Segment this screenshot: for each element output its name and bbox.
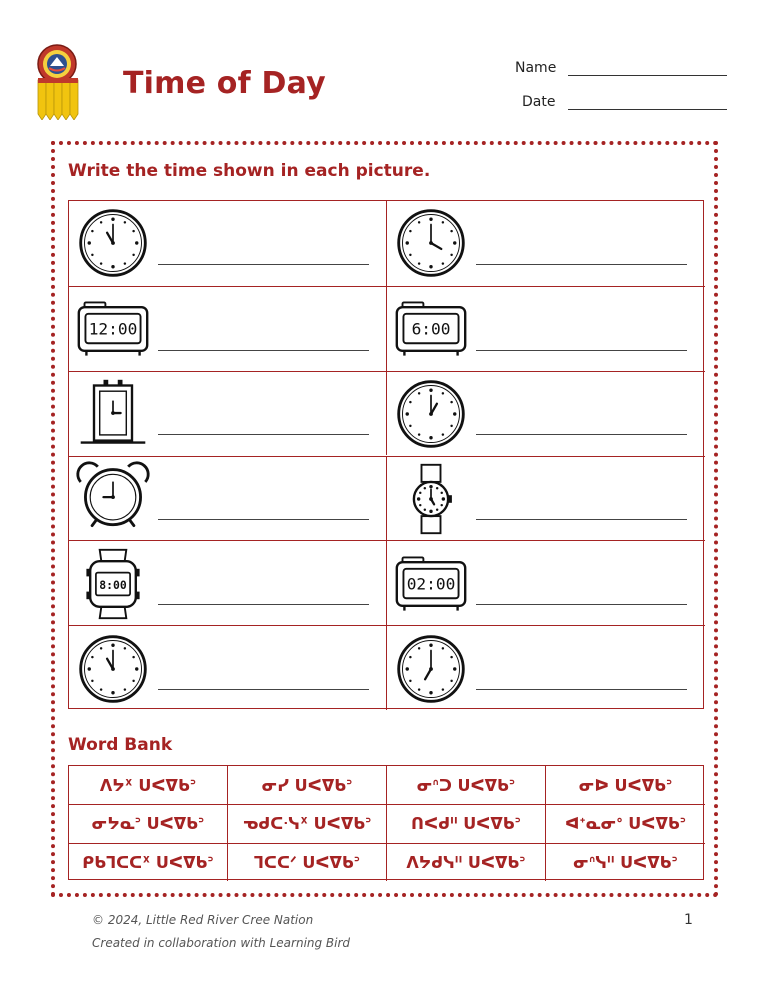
name-field-line[interactable] xyxy=(568,75,727,76)
answer-line[interactable] xyxy=(158,519,369,520)
picture-cell xyxy=(69,371,387,456)
answer-line[interactable] xyxy=(158,350,369,351)
word-bank-item: ᓂᔭᓇᐣ ᑌᐸᐁᑲᐣ xyxy=(69,804,228,842)
word-bank-item: ᑭᑲᒣᑕᑕᕽ ᑌᐸᐁᑲᐣ xyxy=(69,843,228,881)
picture-cell xyxy=(387,625,705,710)
picture-cell xyxy=(387,201,705,286)
word-bank-item: ᑎᐸᑯᐦ ᑌᐸᐁᑲᐣ xyxy=(387,804,546,842)
picture-cell xyxy=(69,625,387,710)
answer-line[interactable] xyxy=(476,264,687,265)
picture-cell xyxy=(387,286,705,371)
answer-line[interactable] xyxy=(476,519,687,520)
analog-clock-icon xyxy=(393,205,469,285)
word-bank-item: ᓂᐢᓭᐦ ᑌᐸᐁᑲᐣ xyxy=(546,843,705,881)
word-bank-title: Word Bank xyxy=(68,735,173,755)
word-bank-item: ᐱᔭᑯᓭᐦ ᑌᐸᐁᑲᐣ xyxy=(387,843,546,881)
answer-line[interactable] xyxy=(476,434,687,435)
svg-text:02:00: 02:00 xyxy=(406,574,456,594)
page-title: Time of Day xyxy=(123,66,326,101)
answer-line[interactable] xyxy=(476,350,687,351)
picture-cell xyxy=(69,201,387,286)
desk-clock-icon xyxy=(75,376,151,456)
picture-grid xyxy=(68,200,704,709)
copyright-text: © 2024, Little Red River Cree Nation xyxy=(92,913,314,927)
word-bank-item: ᓀᑯᑕᐧᓭᕽ ᑌᐸᐁᑲᐣ xyxy=(228,804,387,842)
analog-clock-icon xyxy=(75,631,151,711)
word-bank-item: ᒣᑕᑕᐟ ᑌᐸᐁᑲᐣ xyxy=(228,843,387,881)
answer-line[interactable] xyxy=(476,689,687,690)
word-bank-item: ᐊᐩᓇᓂᐤ ᑌᐸᐁᑲᐣ xyxy=(546,804,705,842)
digital-clock-icon xyxy=(393,291,469,371)
word-bank-item: ᓂᐅ ᑌᐸᐁᑲᐣ xyxy=(578,775,673,795)
name-label: Name xyxy=(515,60,557,76)
nation-logo xyxy=(28,42,86,120)
picture-cell xyxy=(387,456,705,541)
wristwatch-icon xyxy=(393,461,469,541)
answer-line[interactable] xyxy=(158,689,369,690)
analog-clock-icon xyxy=(393,631,469,711)
answer-line[interactable] xyxy=(476,604,687,605)
alarm-clock-icon xyxy=(75,461,151,541)
analog-clock-icon xyxy=(75,205,151,285)
digital-clock-icon xyxy=(393,546,469,626)
svg-text:6:00: 6:00 xyxy=(411,319,451,339)
picture-cell xyxy=(69,286,387,371)
analog-clock-icon xyxy=(393,376,469,456)
digital-watch-icon xyxy=(75,546,151,626)
word-bank-item: ᐱᔭᕽ ᑌᐸᐁᑲᐣ xyxy=(69,766,228,804)
instructions: Write the time shown in each picture. xyxy=(68,161,431,181)
date-label: Date xyxy=(522,94,556,110)
credit-text: Created in collaboration with Learning Bird xyxy=(92,936,351,950)
word-bank-item: ᓂᓯ ᑌᐸᐁᑲᐣ xyxy=(228,766,387,804)
picture-cell xyxy=(69,540,387,625)
answer-line[interactable] xyxy=(158,604,369,605)
digital-clock-icon xyxy=(75,291,151,371)
word-bank-item: ᓂᐢᑐ ᑌᐸᐁᑲᐣ xyxy=(387,766,546,804)
picture-cell xyxy=(387,371,705,456)
picture-cell xyxy=(387,540,705,625)
svg-text:8:00: 8:00 xyxy=(99,577,127,592)
page-number: 1 xyxy=(684,912,693,928)
answer-line[interactable] xyxy=(158,264,369,265)
picture-cell xyxy=(69,456,387,541)
svg-text:12:00: 12:00 xyxy=(88,319,138,339)
date-field-line[interactable] xyxy=(568,109,727,110)
answer-line[interactable] xyxy=(158,434,369,435)
word-bank xyxy=(68,765,704,880)
